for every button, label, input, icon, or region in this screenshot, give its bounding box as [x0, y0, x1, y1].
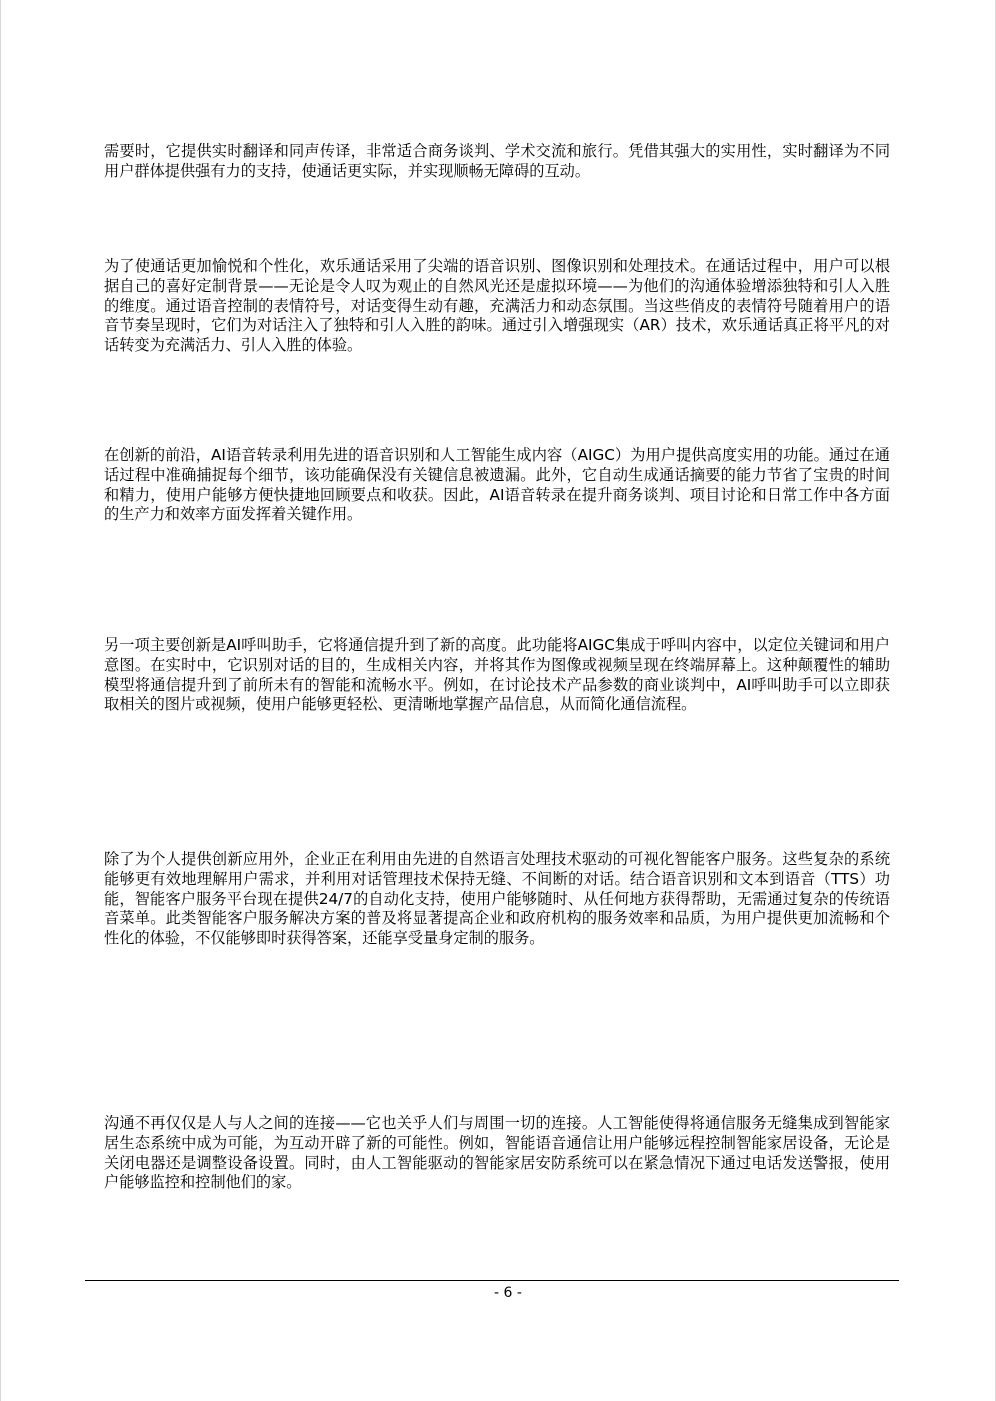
footer-divider — [85, 1280, 899, 1281]
paragraph-smart-home: 沟通不再仅仅是人与人之间的连接——它也关乎人们与周围一切的连接。人工智能使得将通信服务无缝集成到智能家居生态系统中成为可能，为互动开辟了新的可能性。例如，智能语音通信让用户能够远程控制智能家居设备，无论是关闭电器还是调整设备设置。同时，由人工智能驱动的智能家居安防系统可以在紧急情况下通过电话发送警报，使用户能够监控和控制他们的家。 — [104, 1114, 890, 1192]
paragraph-ai-transcription: 在创新的前沿，AI语音转录利用先进的语音识别和人工智能生成内容（AIGC）为用户提供高度实用的功能。通过在通话过程中准确捕捉每个细节，该功能确保没有关键信息被遗漏。此外，它自动生成通话摘要的能力节省了宝贵的时间和精力，使用户能够方便快捷地回顾要点和收获。因此，AI语音转录在提升商务谈判、项目讨论和日常工作中各方面的生产力和效率方面发挥着关键作用。 — [104, 446, 890, 524]
page-number: - 6 - — [494, 1285, 522, 1301]
paragraph-ai-call-assistant: 另一项主要创新是AI呼叫助手，它将通信提升到了新的高度。此功能将AIGC集成于呼叫内容中，以定位关键词和用户意图。在实时中，它识别对话的目的，生成相关内容，并将其作为图像或视频呈现在终端屏幕上。这种颠覆性的辅助模型将通信提升到了前所未有的智能和流畅水平。例如，在讨论技术产品参数的商业谈判中，AI呼叫助手可以立即获取相关的图片或视频，使用户能够更轻松、更清晰地掌握产品信息，从而简化通信流程。 — [104, 636, 890, 714]
paragraph-smart-customer-service: 除了为个人提供创新应用外，企业正在利用由先进的自然语言处理技术驱动的可视化智能客户服务。这些复杂的系统能够更有效地理解用户需求，并利用对话管理技术保持无缝、不间断的对话。结合语音识别和文本到语音（TTS）功能，智能客户服务平台现在提供24/7的自动化支持，使用户能够随时、从任何地方获得帮助，无需通过复杂的传统语音菜单。此类智能客户服务解决方案的普及将显著提高企业和政府机构的服务效率和品质，为用户提供更加流畅和个性化的体验，不仅能够即时获得答案，还能享受量身定制的服务。 — [104, 850, 890, 948]
paragraph-real-time-translation: 需要时，它提供实时翻译和同声传译，非常适合商务谈判、学术交流和旅行。凭借其强大的实用性，实时翻译为不同用户群体提供强有力的支持，使通话更实际，并实现顺畅无障碍的互动。 — [104, 142, 890, 180]
page-left-edge — [0, 0, 1, 1401]
paragraph-joyful-calling: 为了使通话更加愉悦和个性化，欢乐通话采用了尖端的语音识别、图像识别和处理技术。在通话过程中，用户可以根据自己的喜好定制背景——无论是令人叹为观止的自然风光还是虚拟环境——为他们的沟通体验增添独特和引人入胜的维度。通过语音控制的表情符号，对话变得生动有趣，充满活力和动态氛围。当这些俏皮的表情符号随着用户的语音节奏呈现时，它们为对话注入了独特和引人入胜的韵味。通过引入增强现实（AR）技术，欢乐通话真正将平凡的对话转变为充满活力、引人入胜的体验。 — [104, 257, 890, 355]
